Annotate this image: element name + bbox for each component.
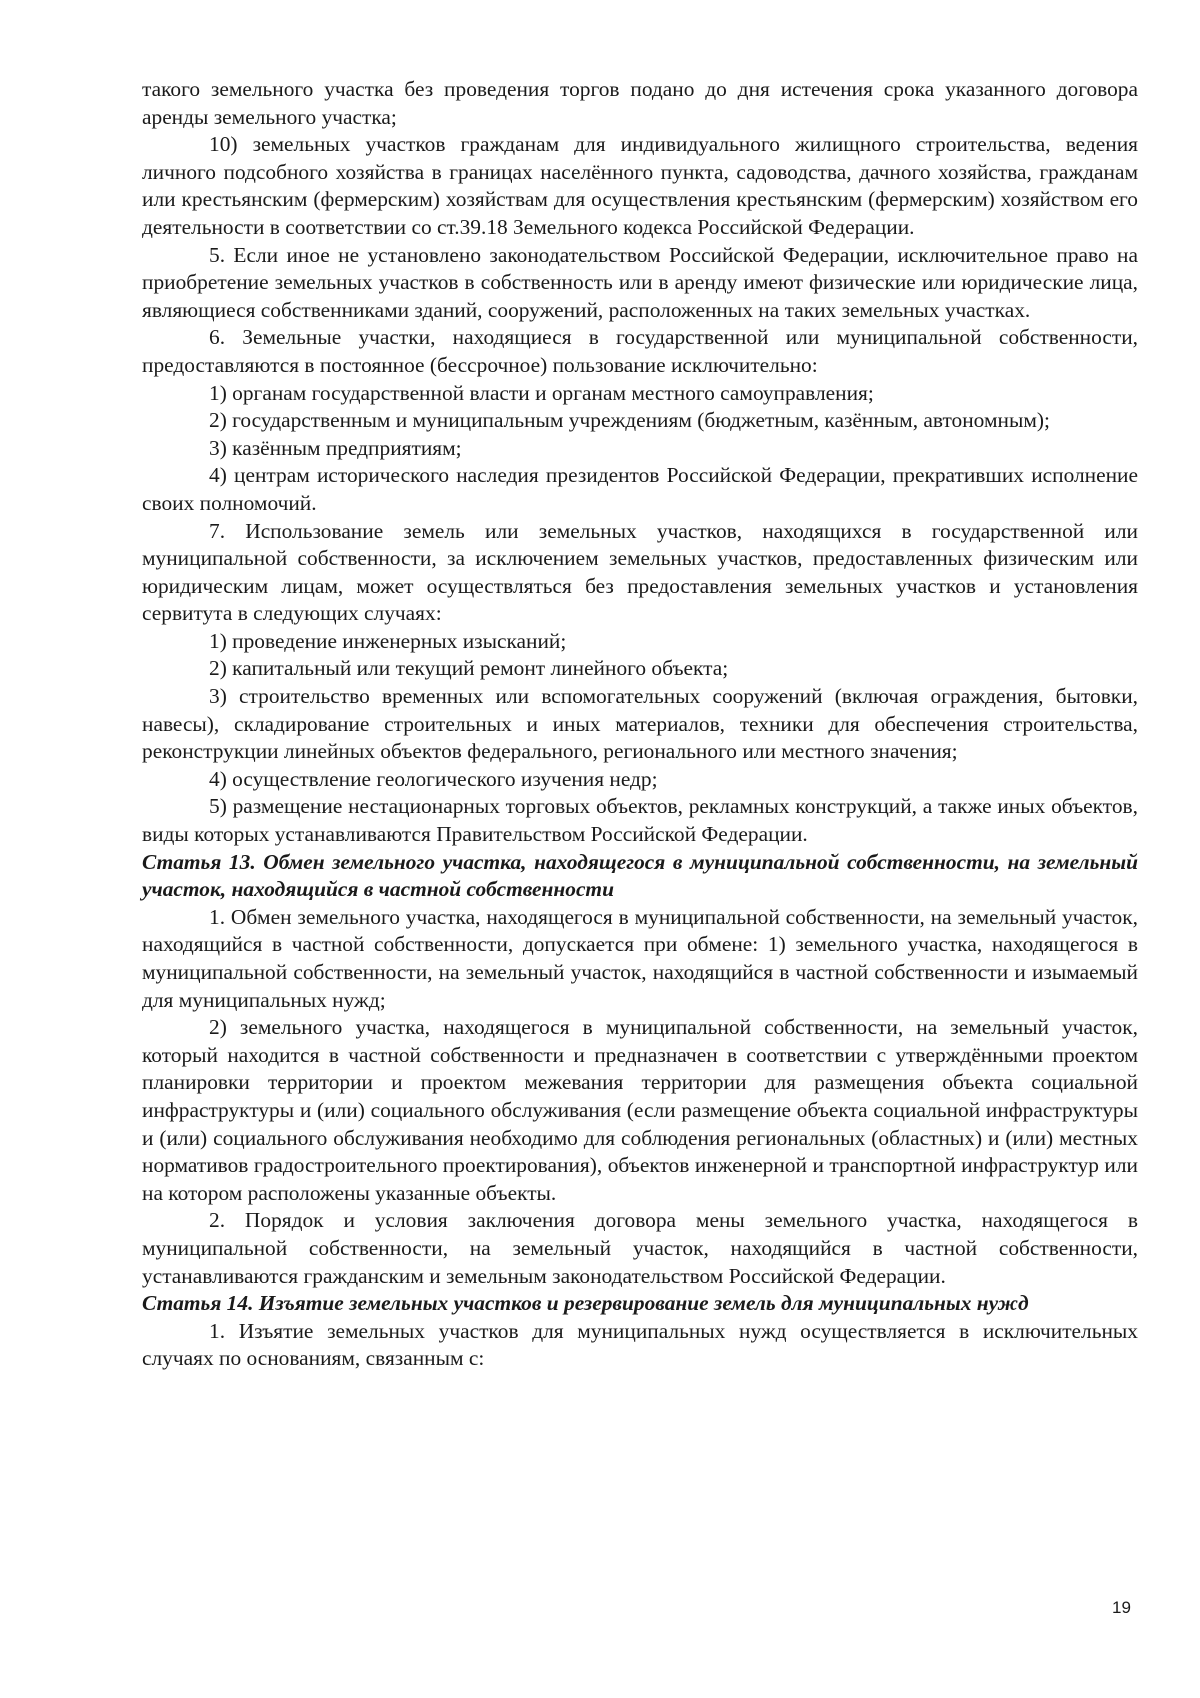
article-14-heading: Статья 14. Изъятие земельных участков и резервирование земель для муниципальных нужд [142,1291,1029,1316]
list-item: 4) центрам исторического наследия президентов Российской Федерации, прекративших исполнение своих полномочий. [142,463,1138,515]
paragraph: 10) земельных участков гражданам для индивидуального жилищного строительства, ведения личного подсобного хозяйства в границах населённого пункта, садоводства, дачного хозяйства, гражданам или крестьянским (фермерским) хозяйствам для осуществления крестьянским (фермерским) хозяйством его деятельности в соответствии со ст.39.18 Земельного кодекса Российской Федерации. [142,132,1138,239]
list-item: 2) капитальный или текущий ремонт линейного объекта; [209,656,729,681]
paragraph: 1. Обмен земельного участка, находящегося в муниципальной собственности, на земельный участок, находящийся в частной собственности, допускается при обмене: 1) земельного участка, находящегося в муниципальной собственности, на земельный участок, находящийся в частной собственности и изымаемый для муниципальных нужд; [142,904,1138,1012]
list-item: 4) осуществление геологического изучения недр; [209,766,658,791]
paragraph: такого земельного участка без проведения торгов подано до дня истечения срока указанного договора аренды земельного участка; [142,77,1138,129]
paragraph: 7. Использование земель или земельных участков, находящихся в государственной или муниципальной собственности, за исключением земельных участков, предоставленных физическим или юридическим лицам, может осуществляться без предоставления земельных участков и установления сервитута в следующих случаях: [142,518,1138,626]
list-item: 5) размещение нестационарных торговых объектов, рекламных конструкций, а также иных объектов, виды которых устанавливаются Правительством Российской Федерации. [142,794,1138,847]
page-number: 19 [1112,1598,1131,1617]
list-item: 3) строительство временных или вспомогательных сооружений (включая ограждения, бытовки, навесы), складирование строительных и иных материалов, техники для обеспечения строительства, реконструкции линейных объектов федерального, регионального или местного значения; [142,684,1138,764]
list-item: 2) государственным и муниципальным учреждениям (бюджетным, казённым, автономным); [209,408,1050,433]
paragraph: 5. Если иное не установлено законодательством Российской Федерации, исключительное право на приобретение земельных участков в собственность или в аренду имеют физические или юридические лица, являющиеся собственниками зданий, сооружений, расположенных на таких земельных участках. [142,242,1138,322]
list-item: 1) органам государственной власти и органам местного самоуправления; [209,380,874,405]
list-item: 3) казённым предприятиям; [209,435,462,460]
list-item: 1) проведение инженерных изысканий; [209,628,567,653]
paragraph: 2. Порядок и условия заключения договора мены земельного участка, находящегося в муниципальной собственности, на земельный участок, находящийся в частной собственности, устанавливаются гражданским и земельным законодательством Российской Федерации. [142,1208,1138,1288]
paragraph: 1. Изъятие земельных участков для муниципальных нужд осуществляется в исключительных случаях по основаниям, связанным с: [142,1318,1138,1371]
paragraph: 6. Земельные участки, находящиеся в государственной или муниципальной собственности, предоставляются в постоянное (бессрочное) пользование исключительно: [142,325,1138,377]
paragraph: 2) земельного участка, находящегося в муниципальной собственности, на земельный участок, который находится в частной собственности и предназначен в соответствии с утверждёнными проектом планировки территории и проектом межевания территории для размещения объекта социальной инфраструктуры и (или) социального обслуживания (если размещение объекта социальной инфраструктуры и (или) социального обслуживания необходимо для соблюдения региональных (областных) и (или) местных нормативов градостроительного проектирования), объектов инженерной и транспортной инфраструктур или на котором расположены указанные объекты. [142,1015,1138,1205]
document-page [142,76,1138,1373]
article-13-heading: Статья 13. Обмен земельного участка, находящегося в муниципальной собственности, на земельный участок, находящийся в частной собственности [142,849,1138,902]
